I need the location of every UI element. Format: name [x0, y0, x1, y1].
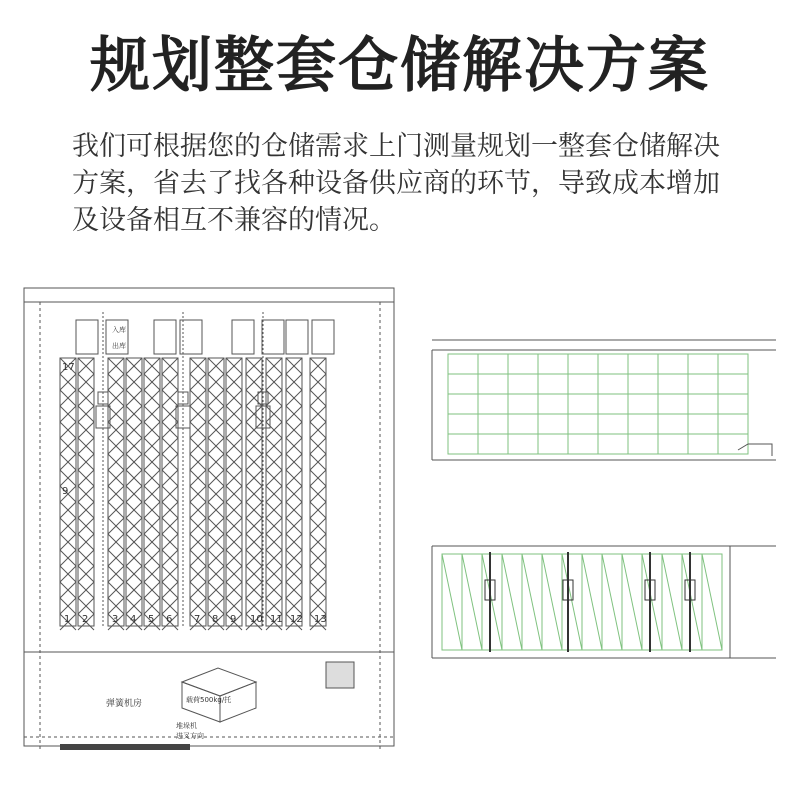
rack-column [126, 358, 142, 630]
rack-column [226, 358, 242, 630]
rack-number: 11 [270, 614, 283, 625]
rack-column [108, 358, 124, 630]
rack-number: 13 [314, 614, 327, 625]
section-bay [442, 554, 462, 650]
rack-number: 4 [130, 614, 137, 625]
section-bay [662, 554, 682, 650]
section-bay [482, 554, 502, 650]
section-bay [522, 554, 542, 650]
section-bay [682, 554, 702, 650]
rack-column [190, 358, 206, 630]
rack-column [162, 358, 178, 630]
machine-room-label: 弹簧机房 [106, 699, 143, 709]
description-line-3: 及设备相互不兼容的情况。 [72, 205, 396, 236]
description-line-2: 方案，省去了找各种设备供应商的环节，导致成本增加 [72, 168, 720, 199]
description [72, 128, 732, 239]
rack-number-top: 17 [62, 362, 75, 373]
elevation-bay [718, 354, 748, 454]
rack-section [428, 540, 780, 664]
section-bay [642, 554, 662, 650]
entry-in-label: 入库 [112, 326, 126, 334]
direction-label: 进叉方向 [176, 732, 204, 740]
rack-number: 7 [194, 614, 201, 625]
elevation-bay [478, 354, 508, 454]
elevation-bay [538, 354, 568, 454]
elevation-bay [658, 354, 688, 454]
warehouse-floor-plan [20, 282, 400, 782]
rack-column [78, 358, 94, 630]
stacker-crane [256, 312, 270, 626]
floor-bar [60, 744, 190, 750]
rack-column [286, 358, 302, 630]
pallet-diagram [182, 668, 256, 722]
section-bay [502, 554, 522, 650]
section-crane [685, 552, 695, 652]
entry-out-label: 出库 [112, 342, 126, 350]
rack-number: 5 [148, 614, 155, 625]
rack-number: 2 [82, 614, 89, 625]
section-bay [622, 554, 642, 650]
section-bay [562, 554, 582, 650]
rack-number: 12 [290, 614, 303, 625]
elevation-bay [628, 354, 658, 454]
rack-number: 3 [112, 614, 119, 625]
section-bay [582, 554, 602, 650]
rack-number: 8 [212, 614, 219, 625]
pallet-load-label: 载荷500kg/托 [186, 696, 232, 704]
elevation-bay [508, 354, 538, 454]
rack-number: 1 [64, 614, 71, 625]
rack-column [246, 358, 262, 630]
section-bay [602, 554, 622, 650]
description-line-1: 我们可根据您的仓储需求上门测量规划一整套仓储解决 [72, 131, 720, 162]
elevation-bay [688, 354, 718, 454]
rack-number-mid: 9 [62, 486, 69, 497]
section-bay [542, 554, 562, 650]
rack-elevation [428, 332, 780, 468]
page-title: 规划整套仓储解决方案 [90, 31, 710, 101]
rack-number: 10 [250, 614, 263, 625]
column-block [326, 662, 354, 688]
elevation-bay [598, 354, 628, 454]
elevation-bay [568, 354, 598, 454]
rack-column [310, 358, 326, 630]
section-crane [485, 552, 495, 652]
rack-column [208, 358, 224, 630]
section-bay [702, 554, 722, 650]
rack-number: 9 [230, 614, 237, 625]
section-crane [645, 552, 655, 652]
rack-column [144, 358, 160, 630]
rack-number: 6 [166, 614, 173, 625]
elevation-bay [448, 354, 478, 454]
section-bay [462, 554, 482, 650]
forklift-label: 堆垛机 [176, 722, 197, 730]
